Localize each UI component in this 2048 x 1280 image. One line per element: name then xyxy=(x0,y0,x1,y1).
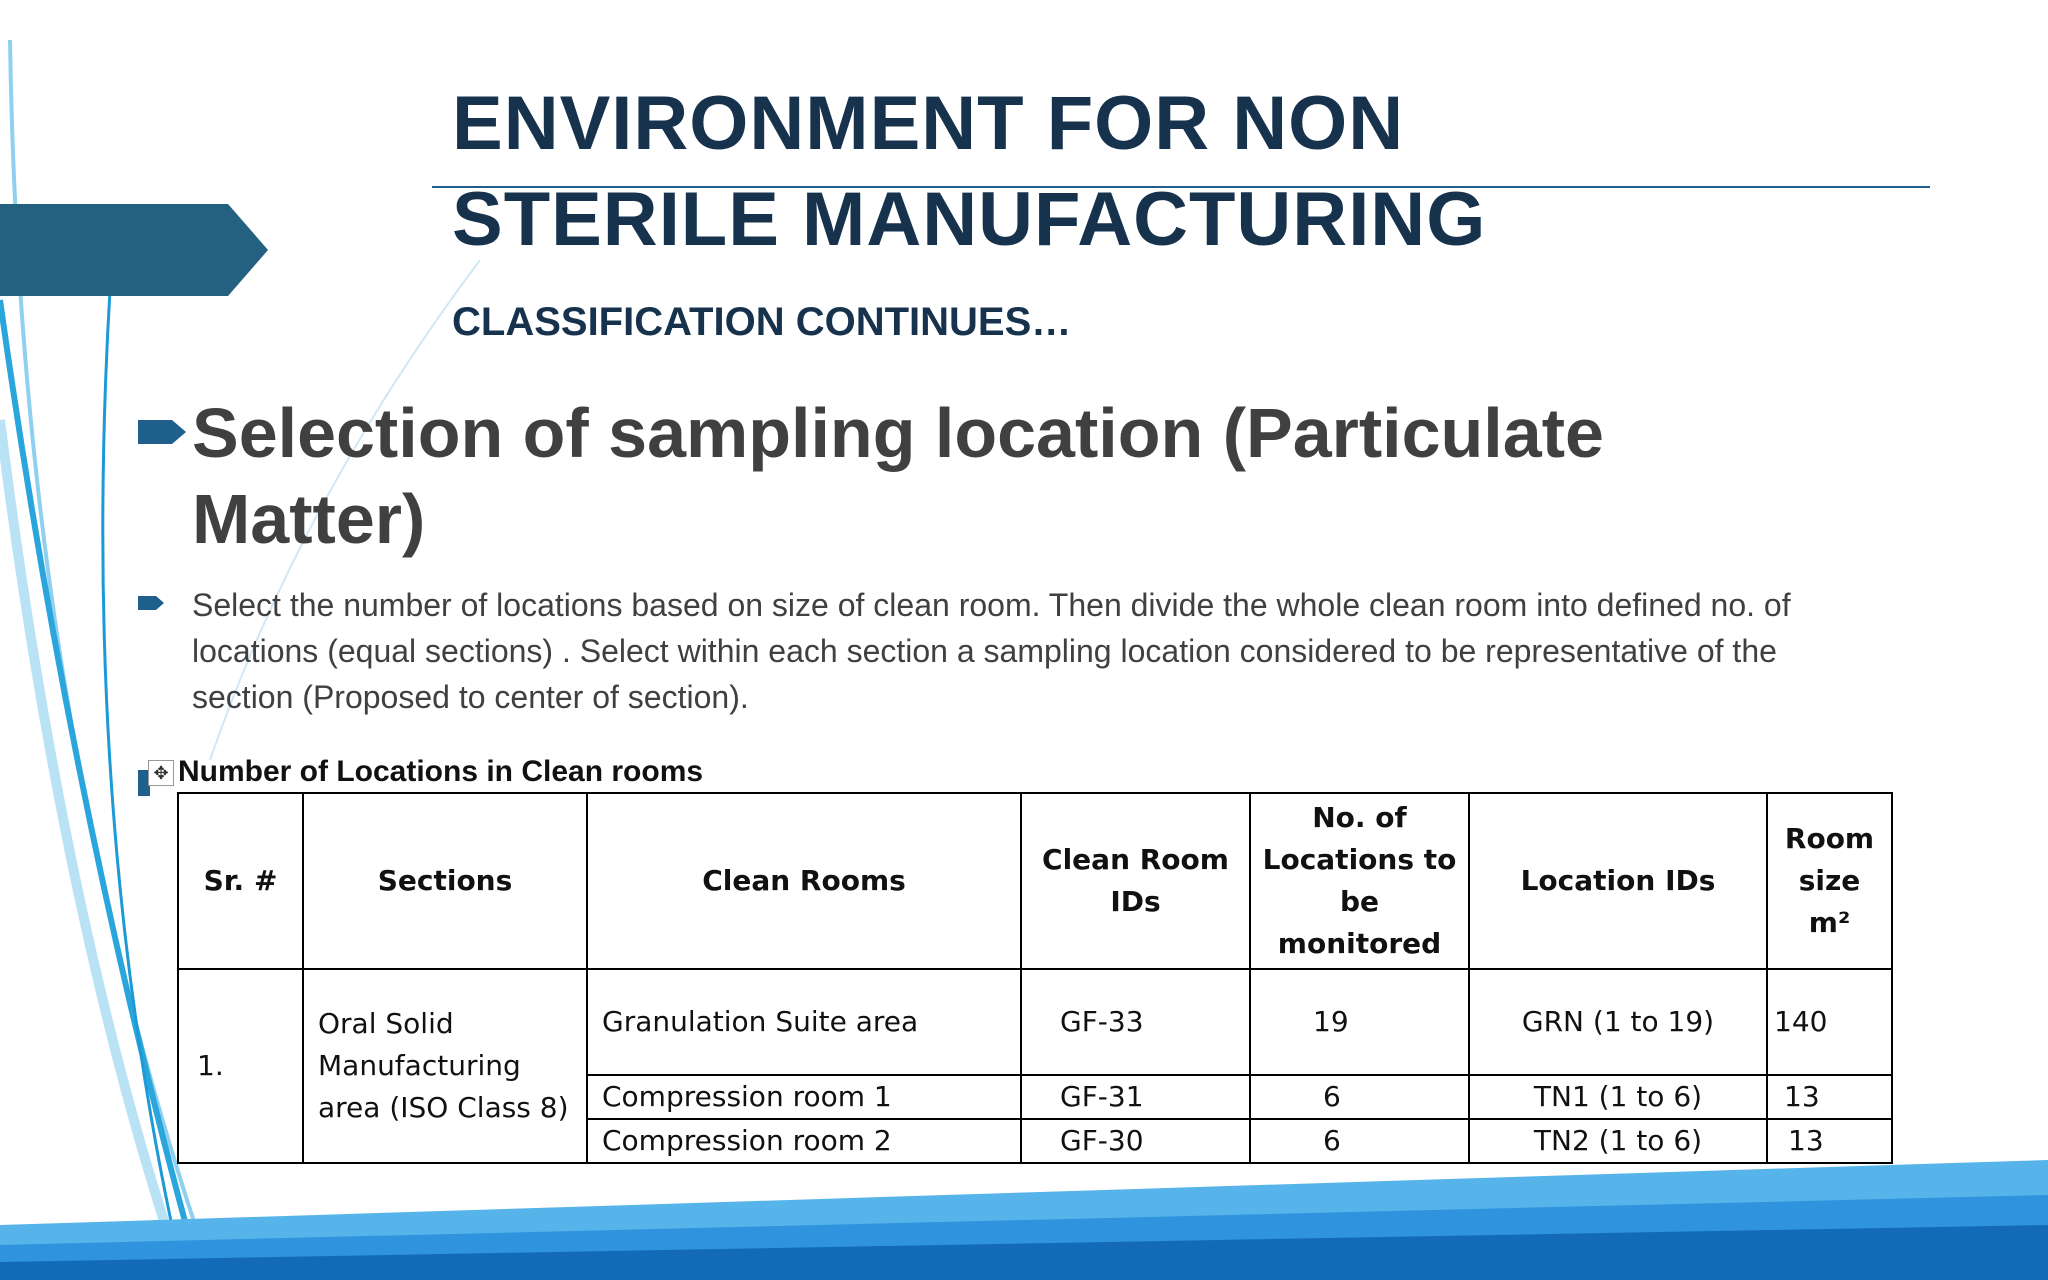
section-heading: Selection of sampling location (Particulate Matter) xyxy=(192,394,1604,558)
cell-clean-room: Compression room 2 xyxy=(587,1119,1021,1163)
table-row xyxy=(178,969,1892,1075)
header-locations: No. of Locations to be monitored xyxy=(1250,793,1469,969)
cell-sr: 1. xyxy=(178,969,303,1163)
slide-title: ENVIRONMENT FOR NON STERILE MANUFACTURING xyxy=(452,81,1487,262)
cell-locations: 6 xyxy=(1250,1075,1469,1119)
header-location-ids: Location IDs xyxy=(1469,793,1767,969)
table-header-row xyxy=(178,793,1892,969)
cell-location-ids: GRN (1 to 19) xyxy=(1469,969,1767,1075)
cell-room-id: GF-33 xyxy=(1021,969,1250,1075)
arrow-bullet-icon xyxy=(138,420,186,444)
header-arrow-shape xyxy=(0,204,268,296)
table-move-handle-icon[interactable]: ✥ xyxy=(148,760,174,786)
table-caption: Number of Locations in Clean rooms xyxy=(178,755,704,788)
cell-clean-room: Compression room 1 xyxy=(587,1075,1021,1119)
cell-room-size: 140 xyxy=(1767,969,1892,1075)
cell-clean-room: Granulation Suite area xyxy=(587,969,1021,1075)
header-clean-rooms: Clean Rooms xyxy=(587,793,1021,969)
arrow-bullet-icon xyxy=(138,596,164,610)
cell-locations: 19 xyxy=(1250,969,1469,1075)
cell-locations: 6 xyxy=(1250,1119,1469,1163)
cell-room-size: 13 xyxy=(1767,1075,1892,1119)
cell-location-ids: TN1 (1 to 6) xyxy=(1469,1075,1767,1119)
cell-room-id: GF-30 xyxy=(1021,1119,1250,1163)
header-room-ids: Clean Room IDs xyxy=(1021,793,1250,969)
cell-section: Oral Solid Manufacturing area (ISO Class 8) xyxy=(303,969,587,1163)
cell-location-ids: TN2 (1 to 6) xyxy=(1469,1119,1767,1163)
cell-room-id: GF-31 xyxy=(1021,1075,1250,1119)
header-room-size: Room size m² xyxy=(1767,793,1892,969)
body-paragraph: Select the number of locations based on size of clean room. Then divide the whole clean room into defined no. of locations (equal sections) . Select within each section a sampling location considered to be representative of the section (Proposed to center of section). xyxy=(192,587,1791,715)
slide-subtitle: CLASSIFICATION CONTINUES… xyxy=(452,300,1072,344)
header-sr: Sr. # xyxy=(178,793,303,969)
cell-room-size: 13 xyxy=(1767,1119,1892,1163)
clean-room-table xyxy=(177,792,1893,1164)
header-sections: Sections xyxy=(303,793,587,969)
